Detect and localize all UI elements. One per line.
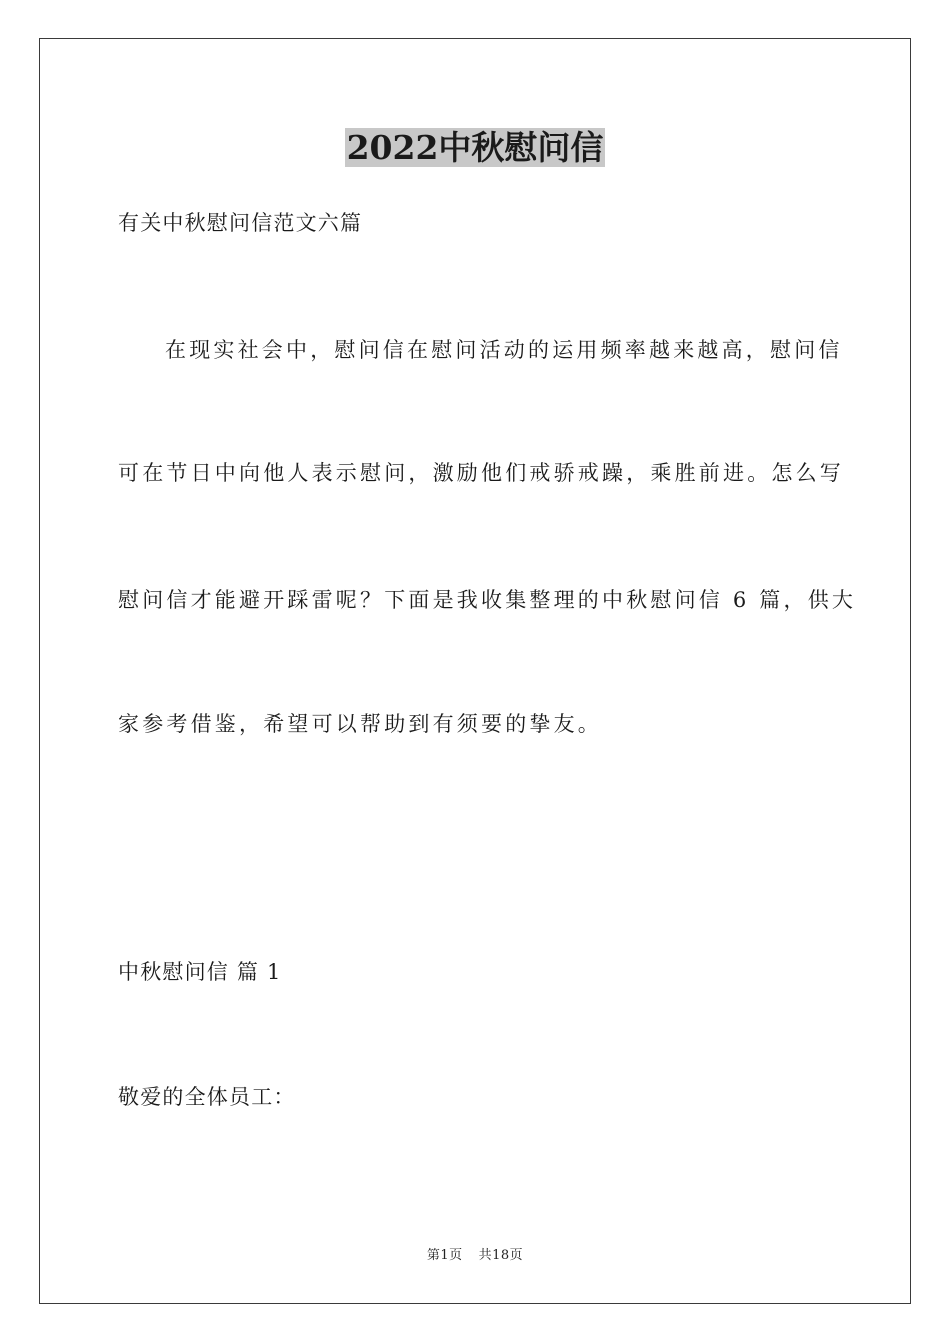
document-title bbox=[0, 124, 950, 172]
salutation: 敬爱的全体员工： bbox=[118, 1085, 296, 1109]
page-footer bbox=[0, 1246, 950, 1266]
intro-line-3: 慰问信才能避开踩雷呢？下面是我收集整理的中秋慰问信 6 篇，供大 bbox=[118, 588, 857, 612]
page-total: 共18页 bbox=[478, 1248, 524, 1263]
page-number: 第1页 bbox=[426, 1248, 463, 1263]
intro-line-1: 在现实社会中，慰问信在慰问活动的运用频率越来越高，慰问信 bbox=[165, 338, 843, 362]
document-subtitle: 有关中秋慰问信范文六篇 bbox=[118, 211, 363, 235]
document-title-text: 2022中秋慰问信 bbox=[346, 128, 604, 167]
section-heading: 中秋慰问信 篇 1 bbox=[118, 960, 282, 984]
intro-line-4: 家参考借鉴，希望可以帮助到有须要的挚友。 bbox=[118, 712, 602, 736]
intro-line-2: 可在节日中向他人表示慰问，激励他们戒骄戒躁，乘胜前进。怎么写 bbox=[118, 461, 844, 485]
